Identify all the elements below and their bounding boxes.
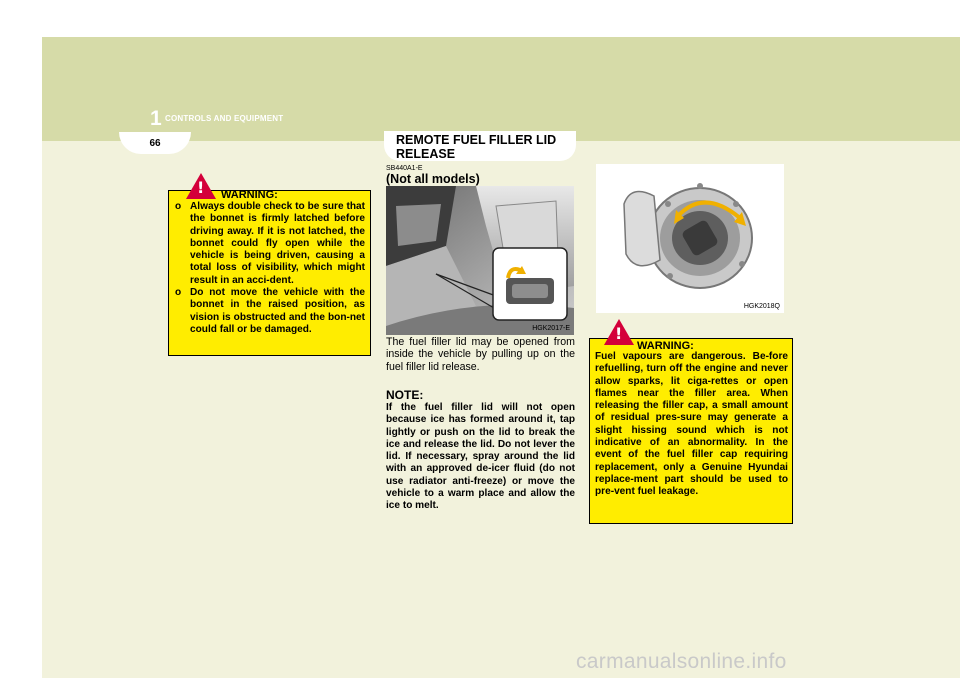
warning-heading: WARNING: [637,340,694,352]
warning-item: o Always double check to be sure that the bonnet is firmly latched before driving away. If it is not latched, the bonnet could fly open while the vehicle is being driven, causing a total loss of visibility, which might result in an acci-dent. [175,201,365,286]
section-subtitle: (Not all models) [386,172,480,186]
figure-caption: HGK2018Q [743,303,780,310]
warning-box-fuel-vapours [589,324,793,524]
footer-watermark: carmanualsonline.info [576,650,787,673]
fuel-lid-release-photo [386,186,574,335]
figure-caption: HGK2017-E [532,325,570,332]
chapter-title: CONTROLS AND EQUIPMENT [165,114,284,123]
fuel-cap-illustration [596,164,784,313]
note-title: NOTE: [386,388,424,402]
warning-text: Fuel vapours are dangerous. Be-fore refuelling, turn off the engine and never allow sparks, lit ciga-rettes or open flames near the filler area. When releasing the filler cap, a small amount of residual pres-sure may generate a slight hissing sound which is not indicative of an abnormality. In the event of the fuel filler cap requiring replacement, only a Genuine Hyundai replace-ment part should be used to pre-vent fuel leakage. [595,351,788,498]
page-number: 66 [149,138,161,149]
chapter-number: 1 [150,107,162,130]
warning-triangle-icon: ! [186,173,216,199]
section-title: REMOTE FUEL FILLER LID RELEASE [396,133,557,161]
body-paragraph: The fuel filler lid may be opened from inside the vehicle by pulling up on the fuel filler lid release. [386,336,575,373]
header-band [42,37,960,141]
warning-triangle-icon: ! [604,319,634,345]
fuel-cap-photo [596,164,784,313]
car-interior-illustration [386,186,574,335]
section-code: SB440A1-E [386,165,423,172]
warning-heading: WARNING: [221,189,278,201]
warning-item: o Do not move the vehicle with the bonnet in the raised position, as vision is obstructed and the bon-net could fall or be damaged. [175,287,365,335]
warning-box-bonnet [168,178,371,356]
note-text: If the fuel filler lid will not open because ice has formed around it, tap lightly or push on the lid to break the ice and release the lid. Do not lever the lid. If necessary, spray around the lid with an approved de-icer fluid (do not use radiator anti-freeze) or move the vehicle to a warm place and allow the ice to melt. [386,402,575,512]
warning-list [175,201,365,336]
